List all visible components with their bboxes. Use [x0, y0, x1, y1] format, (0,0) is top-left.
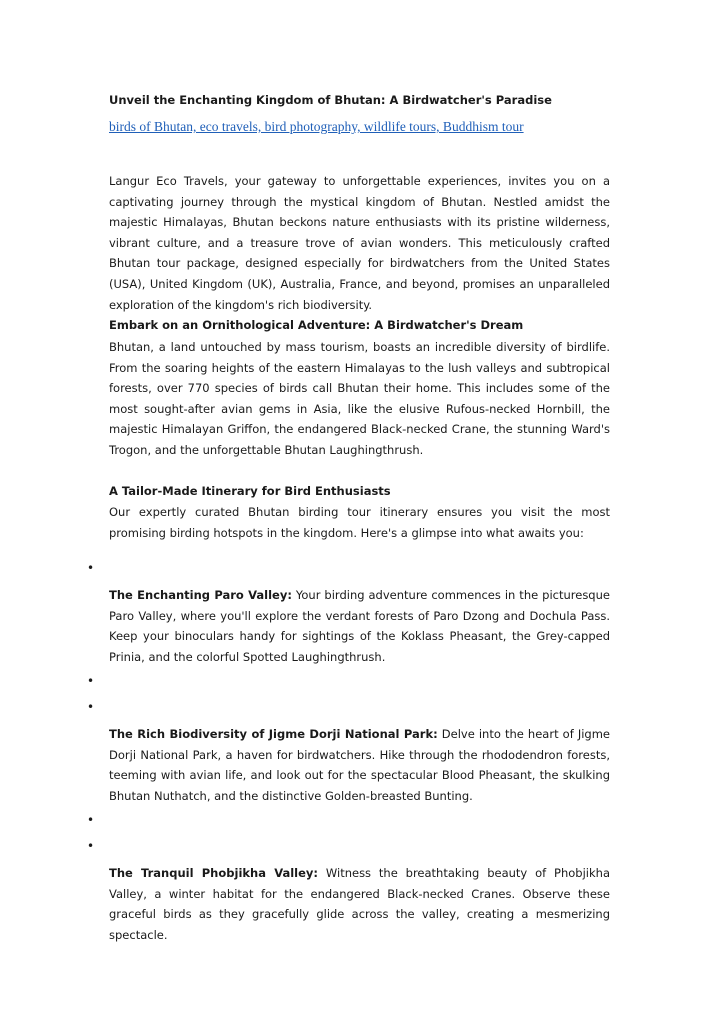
list-item-jigme-dorji — [109, 724, 610, 806]
bullet-marker: • — [87, 561, 95, 575]
intro-paragraph: Langur Eco Travels, your gateway to unforgettable experiences, invites you on a captivating journey through the mystical kingdom of Bhutan. Nestled amidst the majestic Himalayas, Bhutan beckons nature enthusiasts with its pristine wilderness, vibrant culture, and a treasure trove of avian wonders. This meticulously crafted Bhutan tour package, designed especially for birdwatchers from the United States (USA), United Kingdom (UK), Australia, France, and beyond, promises an unparalleled exploration of the kingdom's rich biodiversity. — [109, 174, 610, 312]
list-item-text: Delve into the heart of Jigme Dorji National Park, a haven for birdwatchers. Hike through the rhododendron forests, teeming with avian life, and look out for the spectacular Blood Pheasant, the skulking Bhutan Nuthatch, and the distinctive Golden-breasted Bunting. — [109, 727, 610, 803]
section-heading-itinerary: A Tailor-Made Itinerary for Bird Enthusiasts — [109, 484, 391, 498]
list-item-paro — [109, 585, 610, 667]
bullet-marker: • — [87, 813, 95, 827]
list-item-label: The Tranquil Phobjikha Valley: — [109, 866, 319, 880]
bullet-marker: • — [87, 674, 95, 688]
section-heading-adventure: Embark on an Ornithological Adventure: A Birdwatcher's Dream — [109, 318, 524, 332]
tags-link[interactable]: birds of Bhutan, eco travels, bird photography, wildlife tours, Buddhism tour — [109, 119, 524, 134]
birdlife-paragraph: Bhutan, a land untouched by mass tourism, boasts an incredible diversity of birdlife. From the soaring heights of the eastern Himalayas to the lush valleys and subtropical forests, over 770 species of birds call Bhutan their home. This includes some of the most sought-after avian gems in Asia, like the elusive Rufous-necked Hornbill, the majestic Himalayan Griffon, the endangered Black-necked Crane, the stunning Ward's Trogon, and the unforgettable Bhutan Laughingthrush. — [109, 340, 610, 457]
list-item-label: The Rich Biodiversity of Jigme Dorji National Park: — [109, 727, 438, 741]
document-title: Unveil the Enchanting Kingdom of Bhutan: A Birdwatcher's Paradise — [109, 93, 552, 107]
bullet-marker: • — [87, 839, 95, 853]
list-item-text: Your birding adventure commences in the picturesque Paro Valley, where you'll explore the verdant forests of Paro Dzong and Dochula Pass. Keep your binoculars handy for sightings of the Koklass Pheasant, the Grey-capped Prinia, and the colorful Spotted Laughingthrush. — [109, 588, 610, 664]
list-item-label: The Enchanting Paro Valley: — [109, 588, 292, 602]
bullet-marker: • — [87, 700, 95, 714]
itinerary-intro-paragraph: Our expertly curated Bhutan birding tour itinerary ensures you visit the most promising birding hotspots in the kingdom. Here's a glimpse into what awaits you: — [109, 505, 610, 540]
list-item-text: Witness the breathtaking beauty of Phobjikha Valley, a winter habitat for the endangered Black-necked Cranes. Observe these graceful birds as they gracefully glide across the valley, creating a mesmerizing spectacle. — [109, 866, 610, 942]
list-item-phobjikha — [109, 863, 610, 945]
